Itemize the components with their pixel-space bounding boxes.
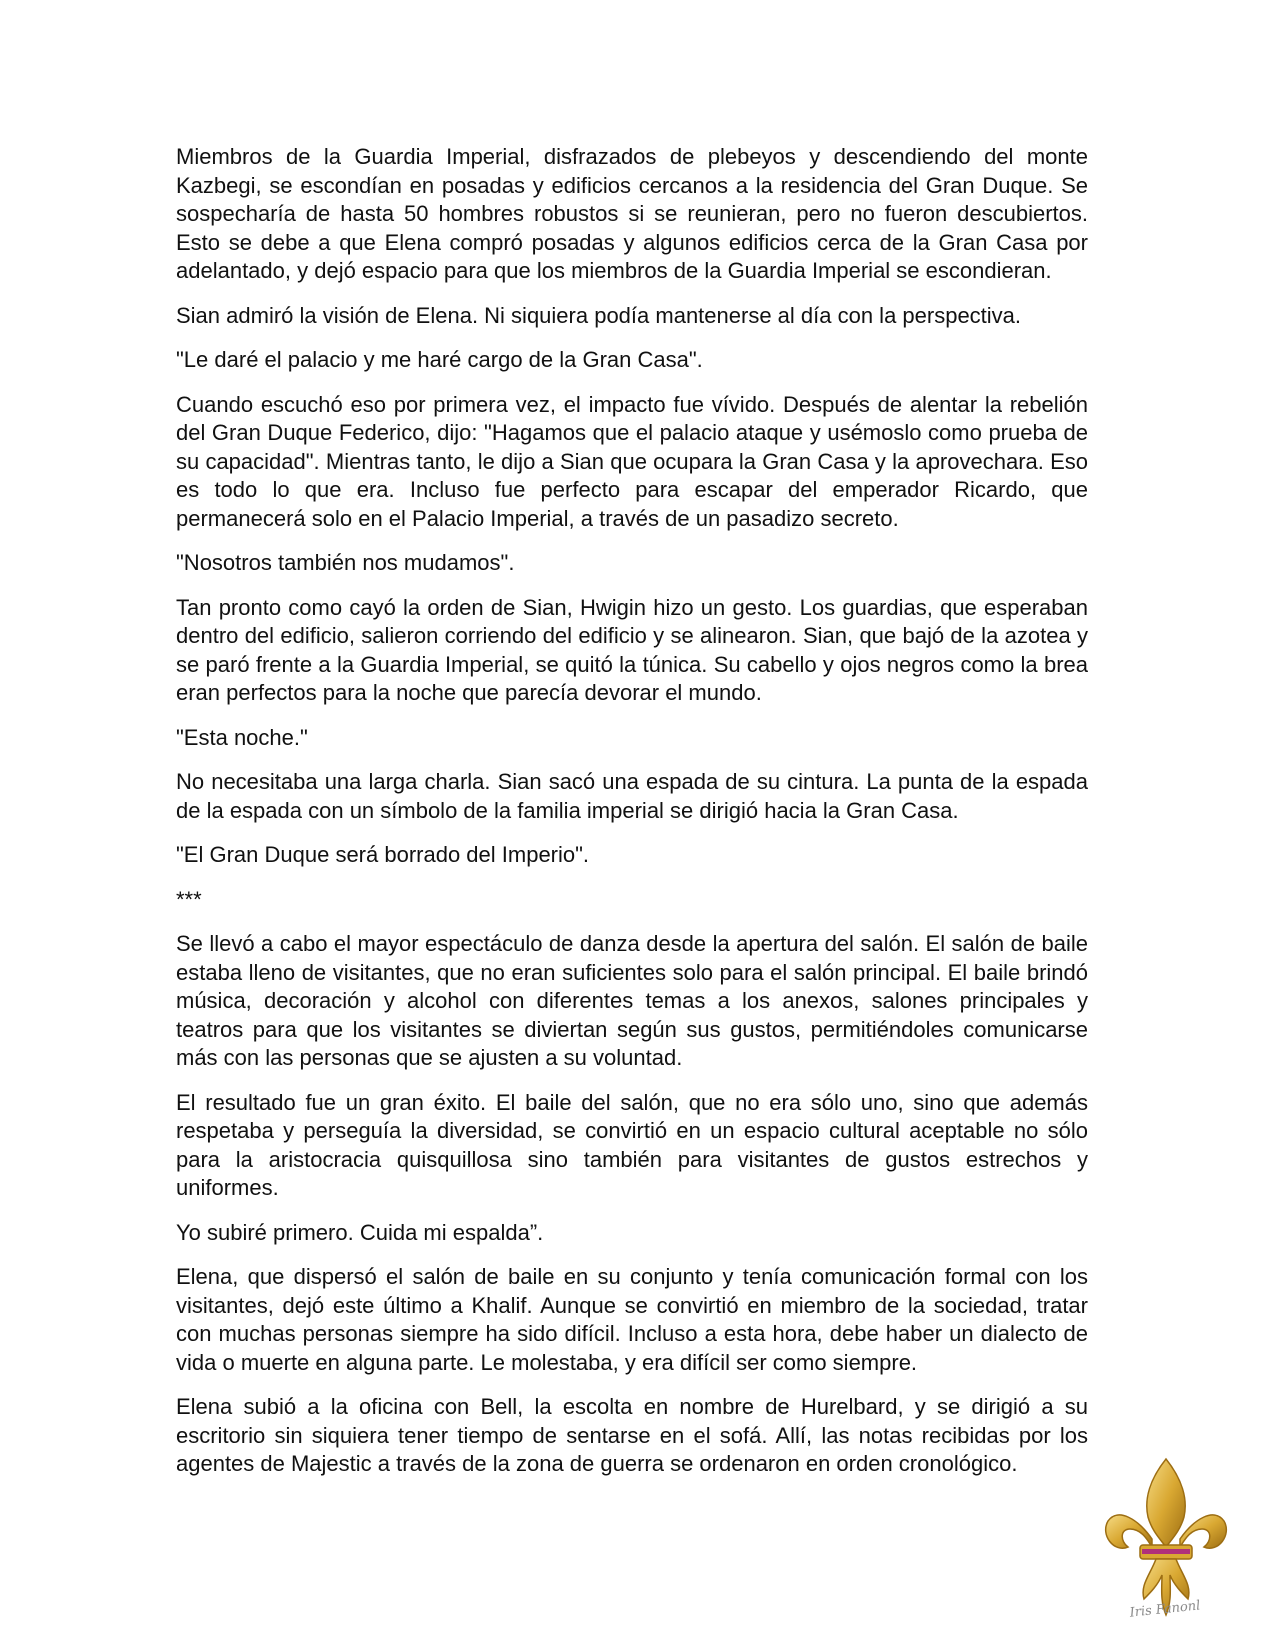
paragraph: Se llevó a cabo el mayor espectáculo de danza desde la apertura del salón. El salón de baile estaba lleno de visitantes, que no eran suficientes solo para el salón principal. El baile brindó música, decoración y alcohol con diferentes temas a los anexos, salones principales y teatros para que los visitantes se diviertan según sus gustos, permitiéndoles comunicarse más con las personas que se ajusten a su voluntad. bbox=[176, 931, 1088, 1070]
paragraph: No necesitaba una larga charla. Sian sacó una espada de su cintura. La punta de la espada de la espada con un símbolo de la familia imperial se dirigió hacia la Gran Casa. bbox=[176, 769, 1088, 823]
paragraph: "El Gran Duque será borrado del Imperio". bbox=[176, 842, 590, 867]
paragraph: Yo subiré primero. Cuida mi espalda”. bbox=[176, 1219, 544, 1245]
paragraph: Tan pronto como cayó la orden de Sian, Hwigin hizo un gesto. Los guardias, que esperaban dentro del edificio, salieron corriendo del edificio y se alinearon. Sian, que bajó de la azotea y se paró frente a la Guardia Imperial, se quitó la túnica. Su cabello y ojos negros como la brea eran perfectos para la noche que parecía devorar el mundo. bbox=[176, 594, 1088, 705]
paragraph: "Nosotros también nos mudamos". bbox=[176, 550, 515, 575]
paragraph: El resultado fue un gran éxito. El baile del salón, que no era sólo uno, sino que además respetaba y perseguía la diversidad, se convirtió en un espacio cultural aceptable no sólo para la aristocracia quisquillosa sino también para visitantes de gustos estrechos y uniformes. bbox=[176, 1089, 1088, 1200]
signature: Iris Fanonl bbox=[1128, 1598, 1202, 1621]
paragraph: Sian admiró la visión de Elena. Ni siquiera podía mantenerse al día con la perspectiva. bbox=[176, 302, 1022, 328]
paragraph: Cuando escuchó eso por primera vez, el impacto fue vívido. Después de alentar la rebelión del Gran Duque Federico, dijo: "Hagamos que el palacio ataque y usémoslo como prueba de su capacidad". Mientras tanto, le dijo a Sian que ocupara la Gran Casa y la aprovechara. Eso es todo lo que era. Incluso fue perfecto para escapar del emperador Ricardo, que permanecerá solo en el Palacio Imperial, a través de un pasadizo secreto. bbox=[176, 391, 1088, 531]
paragraph: "Esta noche." bbox=[176, 724, 308, 750]
paragraph: "Le daré el palacio y me haré cargo de la Gran Casa". bbox=[176, 347, 703, 372]
document-body bbox=[176, 143, 1088, 1495]
paragraph: Elena subió a la oficina con Bell, la escolta en nombre de Hurelbard, y se dirigió a su escritorio sin siquiera tener tiempo de sentarse en el sofá. Allí, las notas recibidas por los agentes de Majestic a través de la zona de guerra se ordenaron en orden cronológico. bbox=[176, 1394, 1088, 1476]
paragraph: Miembros de la Guardia Imperial, disfrazados de plebeyos y descendiendo del monte Kazbegi, se escondían en posadas y edificios cercanos a la residencia del Gran Duque. Se sospecharía de hasta 50 hombres robustos si se reunieran, pero no fueron descubiertos. Esto se debe a que Elena compró posadas y algunos edificios cerca de la Gran Casa por adelantado, y dejó espacio para que los miembros de la Guardia Imperial se escondieran. bbox=[176, 144, 1088, 283]
scene-break: *** bbox=[176, 886, 202, 912]
paragraph: Elena, que dispersó el salón de baile en su conjunto y tenía comunicación formal con los visitantes, dejó este último a Khalif. Aunque se convirtió en miembro de la sociedad, tratar con muchas personas siempre ha sido difícil. Incluso a esta hora, debe haber un dialecto de vida o muerte en alguna parte. Le molestaba, y era difícil ser como siempre. bbox=[176, 1264, 1088, 1375]
